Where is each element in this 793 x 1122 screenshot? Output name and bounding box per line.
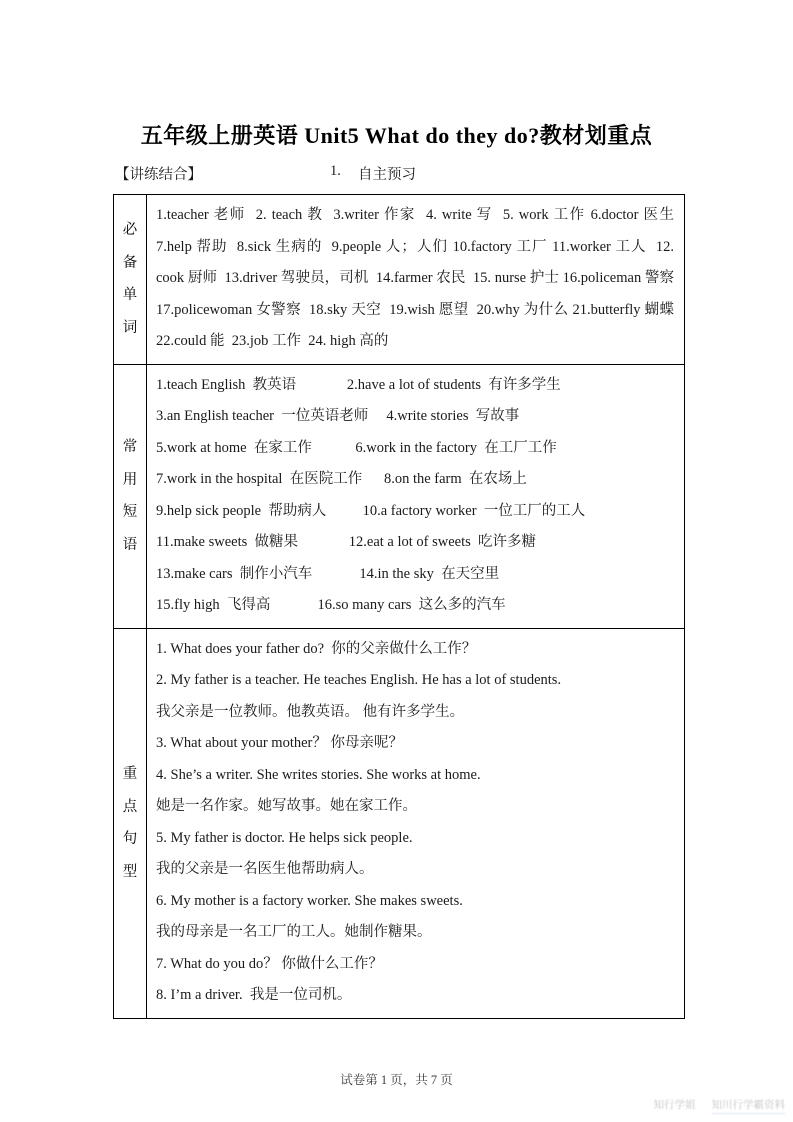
content-line: 我的母亲是一名工厂的工人。她制作糖果。 (156, 924, 432, 940)
label-char: 常 (122, 439, 138, 455)
content-line: 11.make sweets 做糖果 12.eat a lot of sweets 吃许多糖 (156, 534, 537, 550)
watermark-right: 知川行学霸资料 (712, 1097, 786, 1114)
content-line: 1. What does your father do? 你的父亲做什么工作？ (156, 640, 477, 657)
content-line: 我父亲是一位教师。他教英语。 他有许多学生。 (156, 703, 465, 720)
label-char: 用 (122, 471, 138, 488)
content-line: 7. What do you do？ 你做什么工作？ (156, 955, 383, 972)
page-footer: 试卷第 1 页，共 7 页 (340, 1073, 453, 1087)
content-line: 我的父亲是一名医生他帮助病人。 (156, 861, 374, 877)
content-line: 3.an English teacher 一位英语老师 4.write stories 写故事 (156, 408, 520, 424)
label-char: 型 (122, 863, 138, 880)
row-label-cell (114, 365, 147, 628)
section-header (0, 163, 793, 183)
content-line: 6. My mother is a factory worker. She makes sweets. (156, 892, 463, 909)
label-char: 重 (122, 766, 138, 782)
content-line: 15.fly high 飞得高 16.so many cars 这么多的汽车 (156, 597, 506, 613)
content-line: 4. She’s a writer. She writes stories. She works at home. (156, 766, 481, 783)
content-line: 5. My father is doctor. He helps sick people. (156, 829, 413, 846)
content-line: 2. My father is a teacher. He teaches English. He has a lot of students. (156, 672, 562, 688)
content-line: 3. What about your mother？ 你母亲呢？ (156, 735, 404, 751)
section-number: 1. (330, 163, 341, 179)
watermark-left: 知行学姐 (653, 1099, 696, 1111)
label-char: 句 (122, 831, 138, 847)
row-content-cell (147, 195, 684, 364)
label-char: 点 (122, 798, 138, 815)
content-line: 9.help sick people 帮助病人 10.a factory worker 一位工厂的工人 (156, 502, 586, 519)
row-content-cell (147, 365, 684, 628)
row-label-cell (114, 195, 147, 364)
content-line: 8. I’m a driver. 我是一位司机。 (156, 987, 352, 1003)
content-line: 7.work in the hospital 在医院工作 8.on the farm 在农场上 (156, 471, 527, 487)
worksheet-table (113, 194, 685, 1019)
content-line: 1.teach English 教英语 2.have a lot of students 有许多学生 (156, 376, 561, 393)
content-line: 5.work at home 在家工作 6.work in the factory 在工厂工作 (156, 439, 557, 456)
label-char: 语 (122, 536, 138, 553)
page-title: 五年级上册英语 Unit5 What do they do?教材划重点 (140, 123, 653, 148)
label-char: 单 (122, 287, 138, 304)
watermark (654, 1097, 786, 1114)
label-char: 词 (122, 319, 138, 336)
section-title: 自主预习 (358, 167, 416, 183)
content-line: 1.teacher 老师 2. teach 教 3.writer 作家 4. write 写 5. work 工作 6.doctor 医生 7.help 帮助 8.sick 生病的 9.people 人；人们 10.factory 工厂 11.worker 工人 12. cook 厨师 13.driver 驾驶员，司机 14.farmer 农民 15. nurse 护士 16.policeman 警察 17.policewoman 女警察 18.sky 天空 19.wish 愿望 20.why 为什么 21.butterfly 蝴蝶 22.could 能 23.job 工作 24. high 高的 (156, 207, 682, 349)
row-content-cell (147, 629, 684, 1018)
label-char: 必 (122, 222, 138, 239)
label-char: 备 (122, 254, 138, 271)
content-line: 她是一名作家。她写故事。她在家工作。 (156, 798, 417, 814)
section-tag: 【讲练结合】 (115, 167, 202, 183)
content-line: 13.make cars 制作小汽车 14.in the sky 在天空里 (156, 565, 500, 582)
table-row (114, 364, 684, 628)
table-row (114, 195, 684, 364)
row-label-cell (114, 629, 147, 1018)
label-char: 短 (122, 504, 138, 520)
table-row (114, 628, 684, 1018)
